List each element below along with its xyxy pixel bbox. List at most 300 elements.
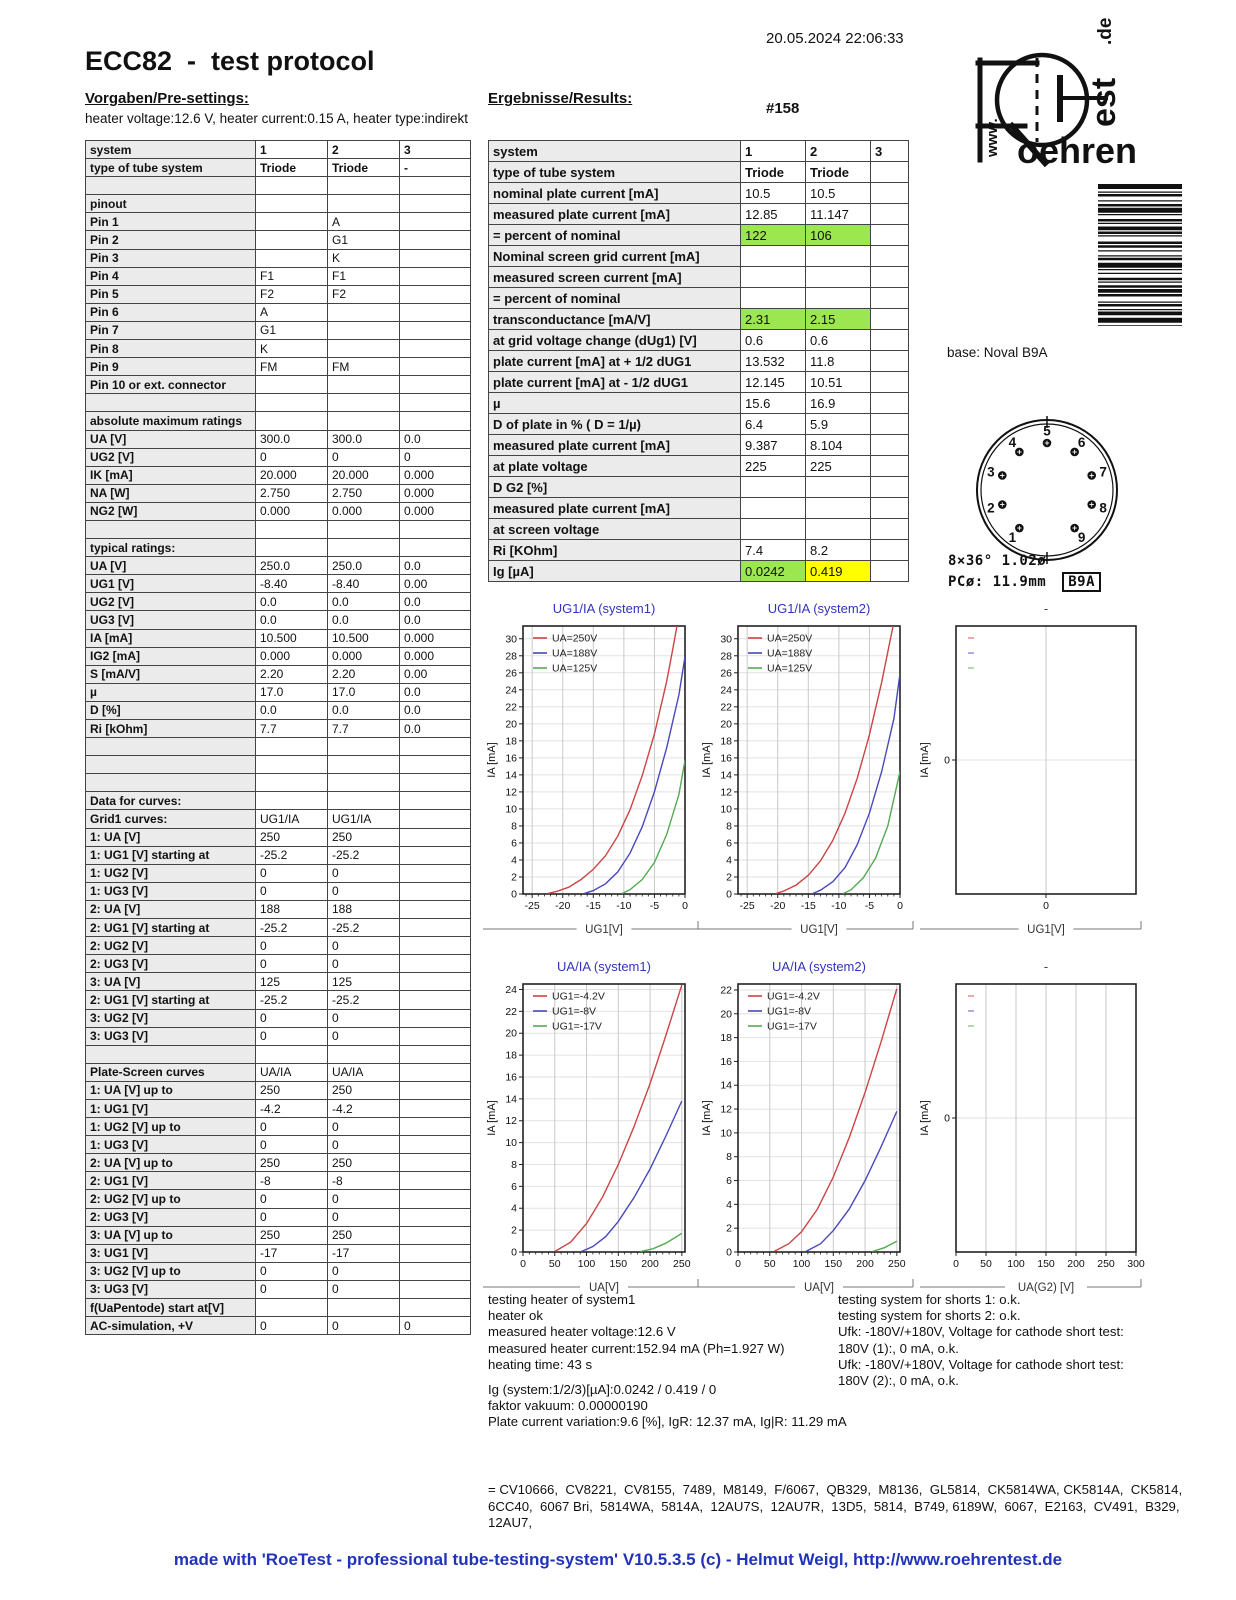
table-row [86,847,471,865]
chart-title: UA/IA (system1) [557,959,651,974]
row-value: -17 [328,1245,400,1263]
svg-text:18: 18 [505,1049,517,1062]
row-value [400,1209,471,1227]
row-value: 0.000 [400,630,471,648]
row-value: 0.000 [328,503,400,521]
row-label: Pin 6 [86,304,256,322]
row-value: 9.387 [741,435,806,456]
table-row [86,467,471,485]
svg-text:2: 2 [511,1224,517,1237]
row-value: -17 [256,1245,328,1263]
table-row [86,322,471,340]
logo-tld: .de [1095,17,1116,45]
row-value [871,246,909,267]
row-value: 0 [256,937,328,955]
row-value: 0.0 [256,611,328,629]
row-value: 0 [400,1317,471,1335]
svg-text:18: 18 [720,1032,732,1045]
row-value [806,288,871,309]
heater-presets-line: heater voltage:12.6 V, heater current:0.15 A, heater type:indirekt [85,111,469,126]
table-row [86,1082,471,1100]
barcode-svg [1098,184,1182,326]
svg-text:22: 22 [720,701,732,714]
row-value: 250 [256,1227,328,1245]
row-value: 106 [806,225,871,246]
row-value [328,412,400,430]
row-label: Ri [KOhm] [489,540,741,561]
row-value [328,774,400,792]
row-label: typical ratings: [86,539,256,557]
row-value [400,1245,471,1263]
y-axis-label: IA [mA] [919,1100,931,1136]
row-value [400,1064,471,1082]
row-value: 2.750 [328,485,400,503]
text-line: testing heater of system1 [488,1292,636,1307]
row-label: 2: UG2 [V] [86,937,256,955]
svg-text:0: 0 [726,888,732,901]
row-value [400,1263,471,1281]
series-green [843,772,900,894]
row-value [400,213,471,231]
row-value [256,738,328,756]
row-value [400,394,471,412]
table-row [86,919,471,937]
row-value [256,412,328,430]
row-value: 3 [400,141,471,159]
row-value: 0 [328,1118,400,1136]
row-value [400,286,471,304]
row-label: transconductance [mA/V] [489,309,741,330]
text-line: heating time: 43 s [488,1356,593,1372]
row-label: Pin 10 or ext. connector [86,376,256,394]
table-row [86,1136,471,1154]
row-value: G1 [256,322,328,340]
svg-text:14: 14 [505,769,517,782]
table-row [86,1190,471,1208]
table-row [489,183,909,204]
svg-text:50: 50 [980,1258,992,1270]
row-label: UA [V] [86,557,256,575]
series-green [641,1233,682,1251]
table-row [86,1100,471,1118]
row-value [400,774,471,792]
svg-text:24: 24 [505,983,517,996]
row-value: 225 [741,456,806,477]
table-row [489,435,909,456]
table-row [86,1317,471,1335]
row-value [871,309,909,330]
pin-number: 9 [1077,530,1086,546]
table-row [86,1010,471,1028]
svg-text:14: 14 [720,1079,732,1092]
row-value: 7.7 [256,720,328,738]
row-value: 1 [256,141,328,159]
row-value: F1 [256,268,328,286]
row-value [400,376,471,394]
row-label [86,738,256,756]
row-value: A [256,304,328,322]
row-value [806,519,871,540]
svg-text:20: 20 [505,718,517,731]
row-label: Pin 7 [86,322,256,340]
row-label: µ [86,684,256,702]
row-value [871,561,909,582]
footer-credit: made with 'RoeTest - professional tube-testing-system' V10.5.3.5 (c) - Helmut Weigl, http://www.roehrentest.de [173,1550,1063,1569]
row-value: 250.0 [328,557,400,575]
row-label: 1: UG1 [V] [86,1100,256,1118]
row-value: 0.0 [400,593,471,611]
table-row [86,213,471,231]
ig-vacuum-results [488,1382,847,1431]
row-value: 13.532 [741,351,806,372]
row-value: 250 [256,1154,328,1172]
row-label: 3: UG3 [V] [86,1028,256,1046]
y-axis-label: IA [mA] [701,1100,713,1136]
row-value [871,267,909,288]
row-value [871,162,909,183]
row-label: 1: UG1 [V] starting at [86,847,256,865]
row-value [400,1118,471,1136]
svg-text:-10: -10 [831,900,847,912]
table-row [489,267,909,288]
row-value [806,246,871,267]
svg-text:0: 0 [944,1112,950,1125]
text-line: testing system for shorts 1: o.k. [838,1292,1021,1307]
series-green [873,1241,897,1251]
row-value [400,1100,471,1118]
row-value: 0.000 [400,648,471,666]
row-value [871,393,909,414]
row-label: system [86,141,256,159]
row-label: Pin 3 [86,250,256,268]
row-value [871,498,909,519]
legend-label: UG1=-8V [767,1005,812,1018]
row-label: f(UaPentode) start at[V] [86,1299,256,1317]
row-value: 0 [328,1209,400,1227]
row-value: 0.000 [256,648,328,666]
x-axis-label: UA(G2) [V] [1017,1282,1075,1294]
svg-text:250: 250 [673,1258,691,1270]
row-value: 0 [256,1281,328,1299]
svg-text:28: 28 [720,650,732,663]
svg-text:250: 250 [1097,1258,1115,1270]
row-value: Triode [806,162,871,183]
table-row [489,309,909,330]
row-value [400,991,471,1009]
row-value: 17.0 [328,684,400,702]
pc-diameter: PCø: 11.9mm [948,574,1047,590]
text-line: Ufk: -180V/+180V, Voltage for cathode short test: [838,1356,1124,1372]
row-value [741,519,806,540]
table-row [86,611,471,629]
table-row [86,304,471,322]
pin-1 [1009,524,1024,546]
x-axis-label: UG1[V] [1027,924,1065,936]
row-value: 0 [400,449,471,467]
table-row [86,1299,471,1317]
svg-text:16: 16 [720,752,732,765]
row-value [400,901,471,919]
row-value [256,231,328,249]
row-value: 0 [256,883,328,901]
row-value: 0 [256,1118,328,1136]
row-value: 2.31 [741,309,806,330]
row-value [400,231,471,249]
svg-text:10: 10 [505,803,517,816]
svg-text:20: 20 [720,718,732,731]
row-label: UG1 [V] [86,575,256,593]
row-label: 1: UG3 [V] [86,883,256,901]
row-value: 0 [256,1209,328,1227]
row-label: 1: UG2 [V] up to [86,1118,256,1136]
row-value [871,372,909,393]
row-value [400,955,471,973]
row-value [328,394,400,412]
svg-text:4: 4 [726,1198,732,1211]
row-value: 0 [328,1263,400,1281]
row-value [871,477,909,498]
results-heading: Ergebnisse/Results: [488,90,633,107]
row-value [256,756,328,774]
svg-text:6: 6 [726,837,732,850]
row-label: NA [W] [86,485,256,503]
row-value [806,498,871,519]
row-value: 0 [256,1136,328,1154]
table-row [86,973,471,991]
row-value [400,738,471,756]
row-label: Data for curves: [86,792,256,810]
table-row [86,557,471,575]
row-value [328,177,400,195]
svg-text:26: 26 [720,667,732,680]
row-label: D G2 [%] [489,477,741,498]
row-label: 2: UG1 [V] starting at [86,919,256,937]
table-row [489,330,909,351]
row-value [328,195,400,213]
row-label: 3: UG2 [V] up to [86,1263,256,1281]
chart-title: - [1043,959,1049,974]
pin-diagram-svg [963,405,1133,570]
row-label: 1: UG3 [V] [86,1136,256,1154]
text-line: measured heater voltage:12.6 V [488,1324,676,1340]
row-value: 10.500 [328,630,400,648]
row-value: 0.0242 [741,561,806,582]
table-row [86,774,471,792]
table-row [86,648,471,666]
row-value [256,177,328,195]
row-label: D of plate in % ( D = 1/µ) [489,414,741,435]
pin-4 [1009,435,1024,457]
row-label [86,394,256,412]
table-row [86,485,471,503]
row-value: 0 [328,883,400,901]
pin-number: 8 [1099,500,1107,516]
x-axis-label: UG1[V] [800,924,838,936]
row-value [328,376,400,394]
row-value: 125 [256,973,328,991]
row-value: 0 [256,1190,328,1208]
row-value [871,519,909,540]
svg-text:50: 50 [763,1258,776,1270]
row-label: at grid voltage change (dUg1) [V] [489,330,741,351]
pin-3 [987,464,1006,480]
svg-text:150: 150 [824,1258,843,1270]
row-value: 250 [328,1082,400,1100]
row-value: 11.147 [806,204,871,225]
row-value [400,340,471,358]
legend-label: UA=125V [552,662,598,675]
row-label [86,521,256,539]
row-value: 250 [256,1082,328,1100]
row-value [871,351,909,372]
row-value [741,267,806,288]
results-table [488,140,909,582]
svg-text:10: 10 [720,803,732,816]
svg-text:22: 22 [720,984,732,997]
svg-text:0: 0 [953,1258,959,1270]
pin-number: 4 [1008,434,1017,450]
row-value [400,521,471,539]
svg-text:0: 0 [897,900,903,912]
svg-text:26: 26 [505,667,517,680]
row-value: 0.000 [400,467,471,485]
table-row [86,810,471,828]
row-label: measured plate current [mA] [489,435,741,456]
row-value: 0 [328,865,400,883]
row-label: IA [mA] [86,630,256,648]
logo-word: oehren [1017,130,1138,170]
text-line: heater ok [488,1308,543,1324]
row-value: 250 [328,1154,400,1172]
row-label: measured plate current [mA] [489,204,741,225]
row-value: 250 [328,1227,400,1245]
row-value [400,358,471,376]
row-value: 250.0 [256,557,328,575]
row-value: 188 [256,901,328,919]
row-value: K [256,340,328,358]
row-value [741,498,806,519]
row-value: UG1/IA [256,810,328,828]
row-value: 0 [328,937,400,955]
svg-text:12: 12 [720,1103,732,1116]
row-value [400,1299,471,1317]
table-row [86,286,471,304]
svg-text:100: 100 [792,1258,811,1270]
row-value: 2 [328,141,400,159]
row-value: 0 [256,865,328,883]
row-value [741,477,806,498]
svg-text:6: 6 [726,1175,732,1188]
row-value: -25.2 [328,991,400,1009]
row-value: 0 [328,1136,400,1154]
row-value: 16.9 [806,393,871,414]
row-value: 12.85 [741,204,806,225]
row-value [400,1082,471,1100]
row-label: absolute maximum ratings [86,412,256,430]
row-value: -8 [256,1172,328,1190]
table-row [489,498,909,519]
row-value: 20.000 [256,467,328,485]
row-label: system [489,141,741,162]
svg-text:12: 12 [505,786,517,799]
row-value: 188 [328,901,400,919]
table-row [86,1154,471,1172]
row-value: 10.5 [741,183,806,204]
row-value: 0 [256,955,328,973]
svg-text:-20: -20 [770,900,786,912]
row-label: Ig [µA] [489,561,741,582]
row-value: 0.00 [400,666,471,684]
row-value [328,756,400,774]
logo-vert: est [1085,77,1123,127]
row-label: UG2 [V] [86,449,256,467]
row-label [86,1046,256,1064]
row-value [400,250,471,268]
table-row [86,702,471,720]
row-value: 122 [741,225,806,246]
row-value [871,540,909,561]
svg-text:200: 200 [1067,1258,1085,1270]
svg-text:0: 0 [682,900,688,912]
pin-9 [1070,524,1085,546]
row-value [400,539,471,557]
svg-text:8: 8 [726,1151,732,1164]
svg-text:-5: -5 [864,900,875,912]
row-label: 2: UG1 [V] starting at [86,991,256,1009]
svg-text:4: 4 [511,1202,517,1215]
equivalent-types: = CV10666, CV8221, CV8155, 7489, M8149, F/6067, QB329, M8136, GL5814, CK5814WA, CK5814A, CK5814, 6CC40, 6067 Bri, 5814WA, 5814A, 12AU7S, 12AU7R, 13D5, 5814, B749, 6189W, 6067, E2163, CV491, B329, 12AU7, [488,1482,1190,1530]
row-label: type of tube system [86,159,256,177]
row-value [400,1046,471,1064]
base-badge: B9A [1062,572,1101,592]
row-label: = percent of nominal [489,288,741,309]
row-value [741,288,806,309]
row-value: 0.6 [806,330,871,351]
row-value: 250 [256,829,328,847]
row-value: 0.0 [400,684,471,702]
table-row [86,792,471,810]
y-axis-label: IA [mA] [919,742,931,778]
row-value: 0 [256,1317,328,1335]
row-value: 20.000 [328,467,400,485]
table-row [489,372,909,393]
row-value: -8.40 [256,575,328,593]
table-row [86,1118,471,1136]
series-green [622,760,685,893]
row-label: Plate-Screen curves [86,1064,256,1082]
series-blue [581,1101,681,1252]
svg-text:8: 8 [726,820,732,833]
row-value: 10.51 [806,372,871,393]
pin-number: 2 [987,500,995,516]
row-value [400,412,471,430]
svg-text:150: 150 [1037,1258,1055,1270]
row-value: 300.0 [256,431,328,449]
row-value: FM [328,358,400,376]
table-row [86,1064,471,1082]
legend-label: UG1=-4.2V [552,990,605,1003]
text-line: 180V (1):, 0 mA, o.k. [838,1340,959,1356]
svg-text:16: 16 [505,1071,517,1084]
roehrentest-logo [965,5,1155,170]
svg-text:8: 8 [511,1158,517,1171]
table-row [489,540,909,561]
table-row [489,414,909,435]
table-row [86,829,471,847]
row-value: 0 [256,1263,328,1281]
table-row [86,955,471,973]
row-value [871,330,909,351]
